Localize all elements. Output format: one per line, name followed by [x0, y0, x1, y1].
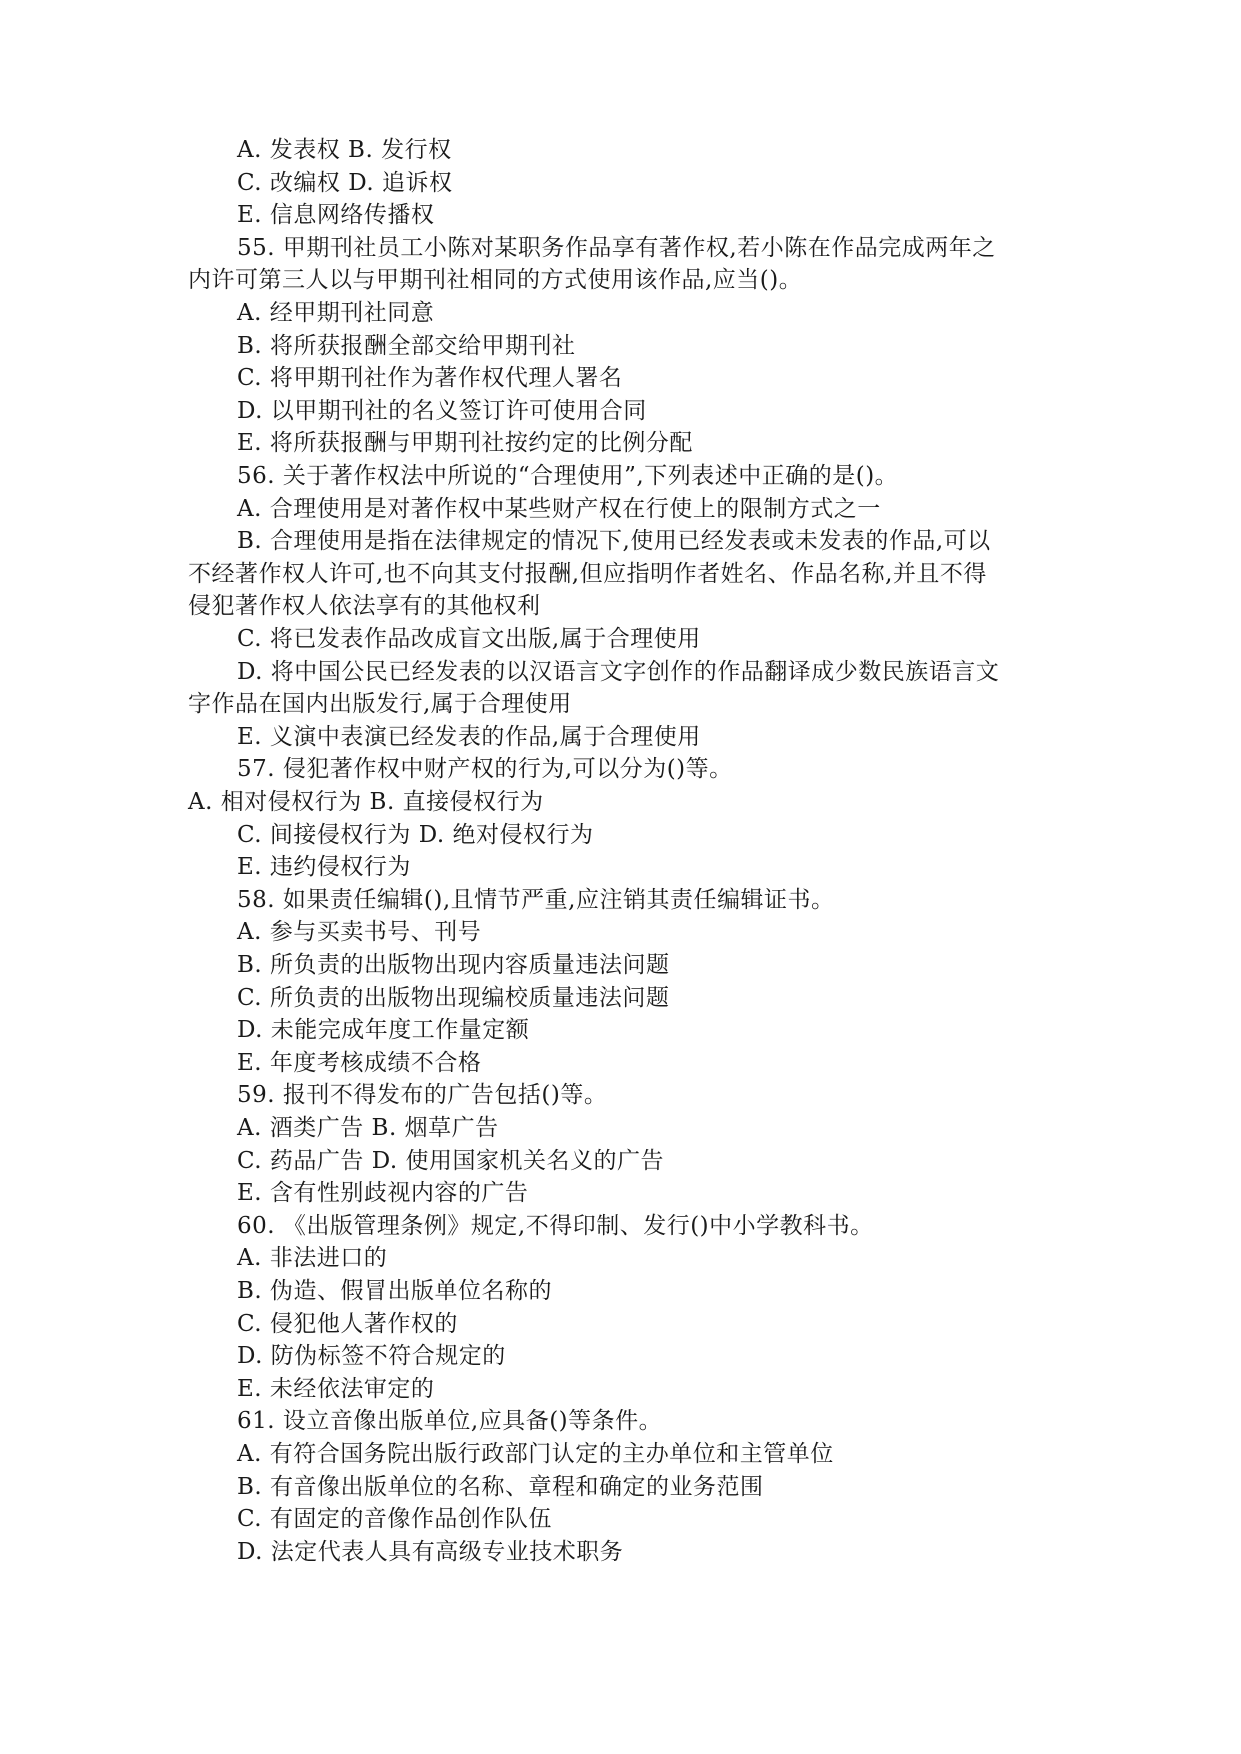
text-line: E. 信息网络传播权 [237, 202, 435, 229]
text-line: C. 侵犯他人著作权的 [237, 1310, 458, 1337]
text-line: B. 将所获报酬全部交给甲期刊社 [237, 332, 576, 359]
text-line: E. 将所获报酬与甲期刊社按约定的比例分配 [237, 430, 693, 457]
text-line: 57. 侵犯著作权中财产权的行为,可以分为()等。 [237, 756, 733, 783]
text-line: A. 酒类广告 B. 烟草广告 [237, 1115, 499, 1141]
text-line: A. 参与买卖书号、刊号 [237, 919, 482, 946]
text-line: E. 年度考核成绩不合格 [237, 1049, 482, 1076]
text-line: E. 含有性别歧视内容的广告 [237, 1180, 529, 1207]
text-line: 61. 设立音像出版单位,应具备()等条件。 [237, 1408, 663, 1435]
text-line: C. 所负责的出版物出现编校质量违法问题 [237, 984, 670, 1011]
text-line: 55. 甲期刊社员工小陈对某职务作品享有著作权,若小陈在作品完成两年之 [237, 234, 996, 261]
text-line: 58. 如果责任编辑(),且情节严重,应注销其责任编辑证书。 [237, 886, 835, 913]
text-line: C. 将甲期刊社作为著作权代理人署名 [237, 365, 623, 392]
text-line: C. 间接侵权行为 D. 绝对侵权行为 [237, 821, 594, 848]
text-line: E. 未经依法审定的 [237, 1375, 435, 1402]
text-line: A. 经甲期刊社同意 [237, 300, 435, 326]
text-line: D. 法定代表人具有高级专业技术职务 [237, 1538, 624, 1565]
text-line: B. 有音像出版单位的名称、章程和确定的业务范围 [237, 1473, 764, 1500]
text-line: C. 有固定的音像作品创作队伍 [237, 1506, 552, 1533]
text-line: E. 义演中表演已经发表的作品,属于合理使用 [237, 723, 701, 750]
text-line: C. 将已发表作品改成盲文出版,属于合理使用 [237, 626, 701, 652]
text-line: 不经著作权人许可,也不向其支付报酬,但应指明作者姓名、作品名称,并且不得 [188, 560, 987, 587]
text-line: 60. 《出版管理条例》规定,不得印制、发行()中小学教科书。 [237, 1212, 874, 1239]
text-line: D. 未能完成年度工作量定额 [237, 1017, 530, 1044]
text-line: A. 有符合国务院出版行政部门认定的主办单位和主管单位 [237, 1441, 834, 1467]
text-line: A. 发表权 B. 发行权 [237, 137, 452, 163]
text-line: C. 药品广告 D. 使用国家机关名义的广告 [237, 1147, 664, 1174]
text-line: B. 合理使用是指在法律规定的情况下,使用已经发表或未发表的作品,可以 [237, 528, 991, 555]
text-line: 侵犯著作权人依法享有的其他权利 [188, 593, 541, 620]
text-line: D. 以甲期刊社的名义签订许可使用合同 [237, 397, 647, 424]
text-line: 56. 关于著作权法中所说的“合理使用”,下列表述中正确的是()。 [237, 463, 899, 489]
text-line: D. 防伪标签不符合规定的 [237, 1343, 506, 1370]
text-line: B. 伪造、假冒出版单位名称的 [237, 1278, 553, 1304]
text-line: 内许可第三人以与甲期刊社相同的方式使用该作品,应当()。 [188, 267, 803, 294]
text-line: C. 改编权 D. 追诉权 [237, 169, 453, 196]
text-line: A. 相对侵权行为 B. 直接侵权行为 [188, 789, 544, 815]
text-line: A. 合理使用是对著作权中某些财产权在行使上的限制方式之一 [237, 495, 881, 522]
text-line: E. 违约侵权行为 [237, 854, 411, 881]
text-line: A. 非法进口的 [237, 1245, 388, 1272]
text-line: D. 将中国公民已经发表的以汉语言文字创作的作品翻译成少数民族语言文 [237, 658, 1000, 685]
text-line: 59. 报刊不得发布的广告包括()等。 [237, 1082, 608, 1109]
text-line: 字作品在国内出版发行,属于合理使用 [188, 691, 572, 718]
text-line: B. 所负责的出版物出现内容质量违法问题 [237, 952, 670, 978]
